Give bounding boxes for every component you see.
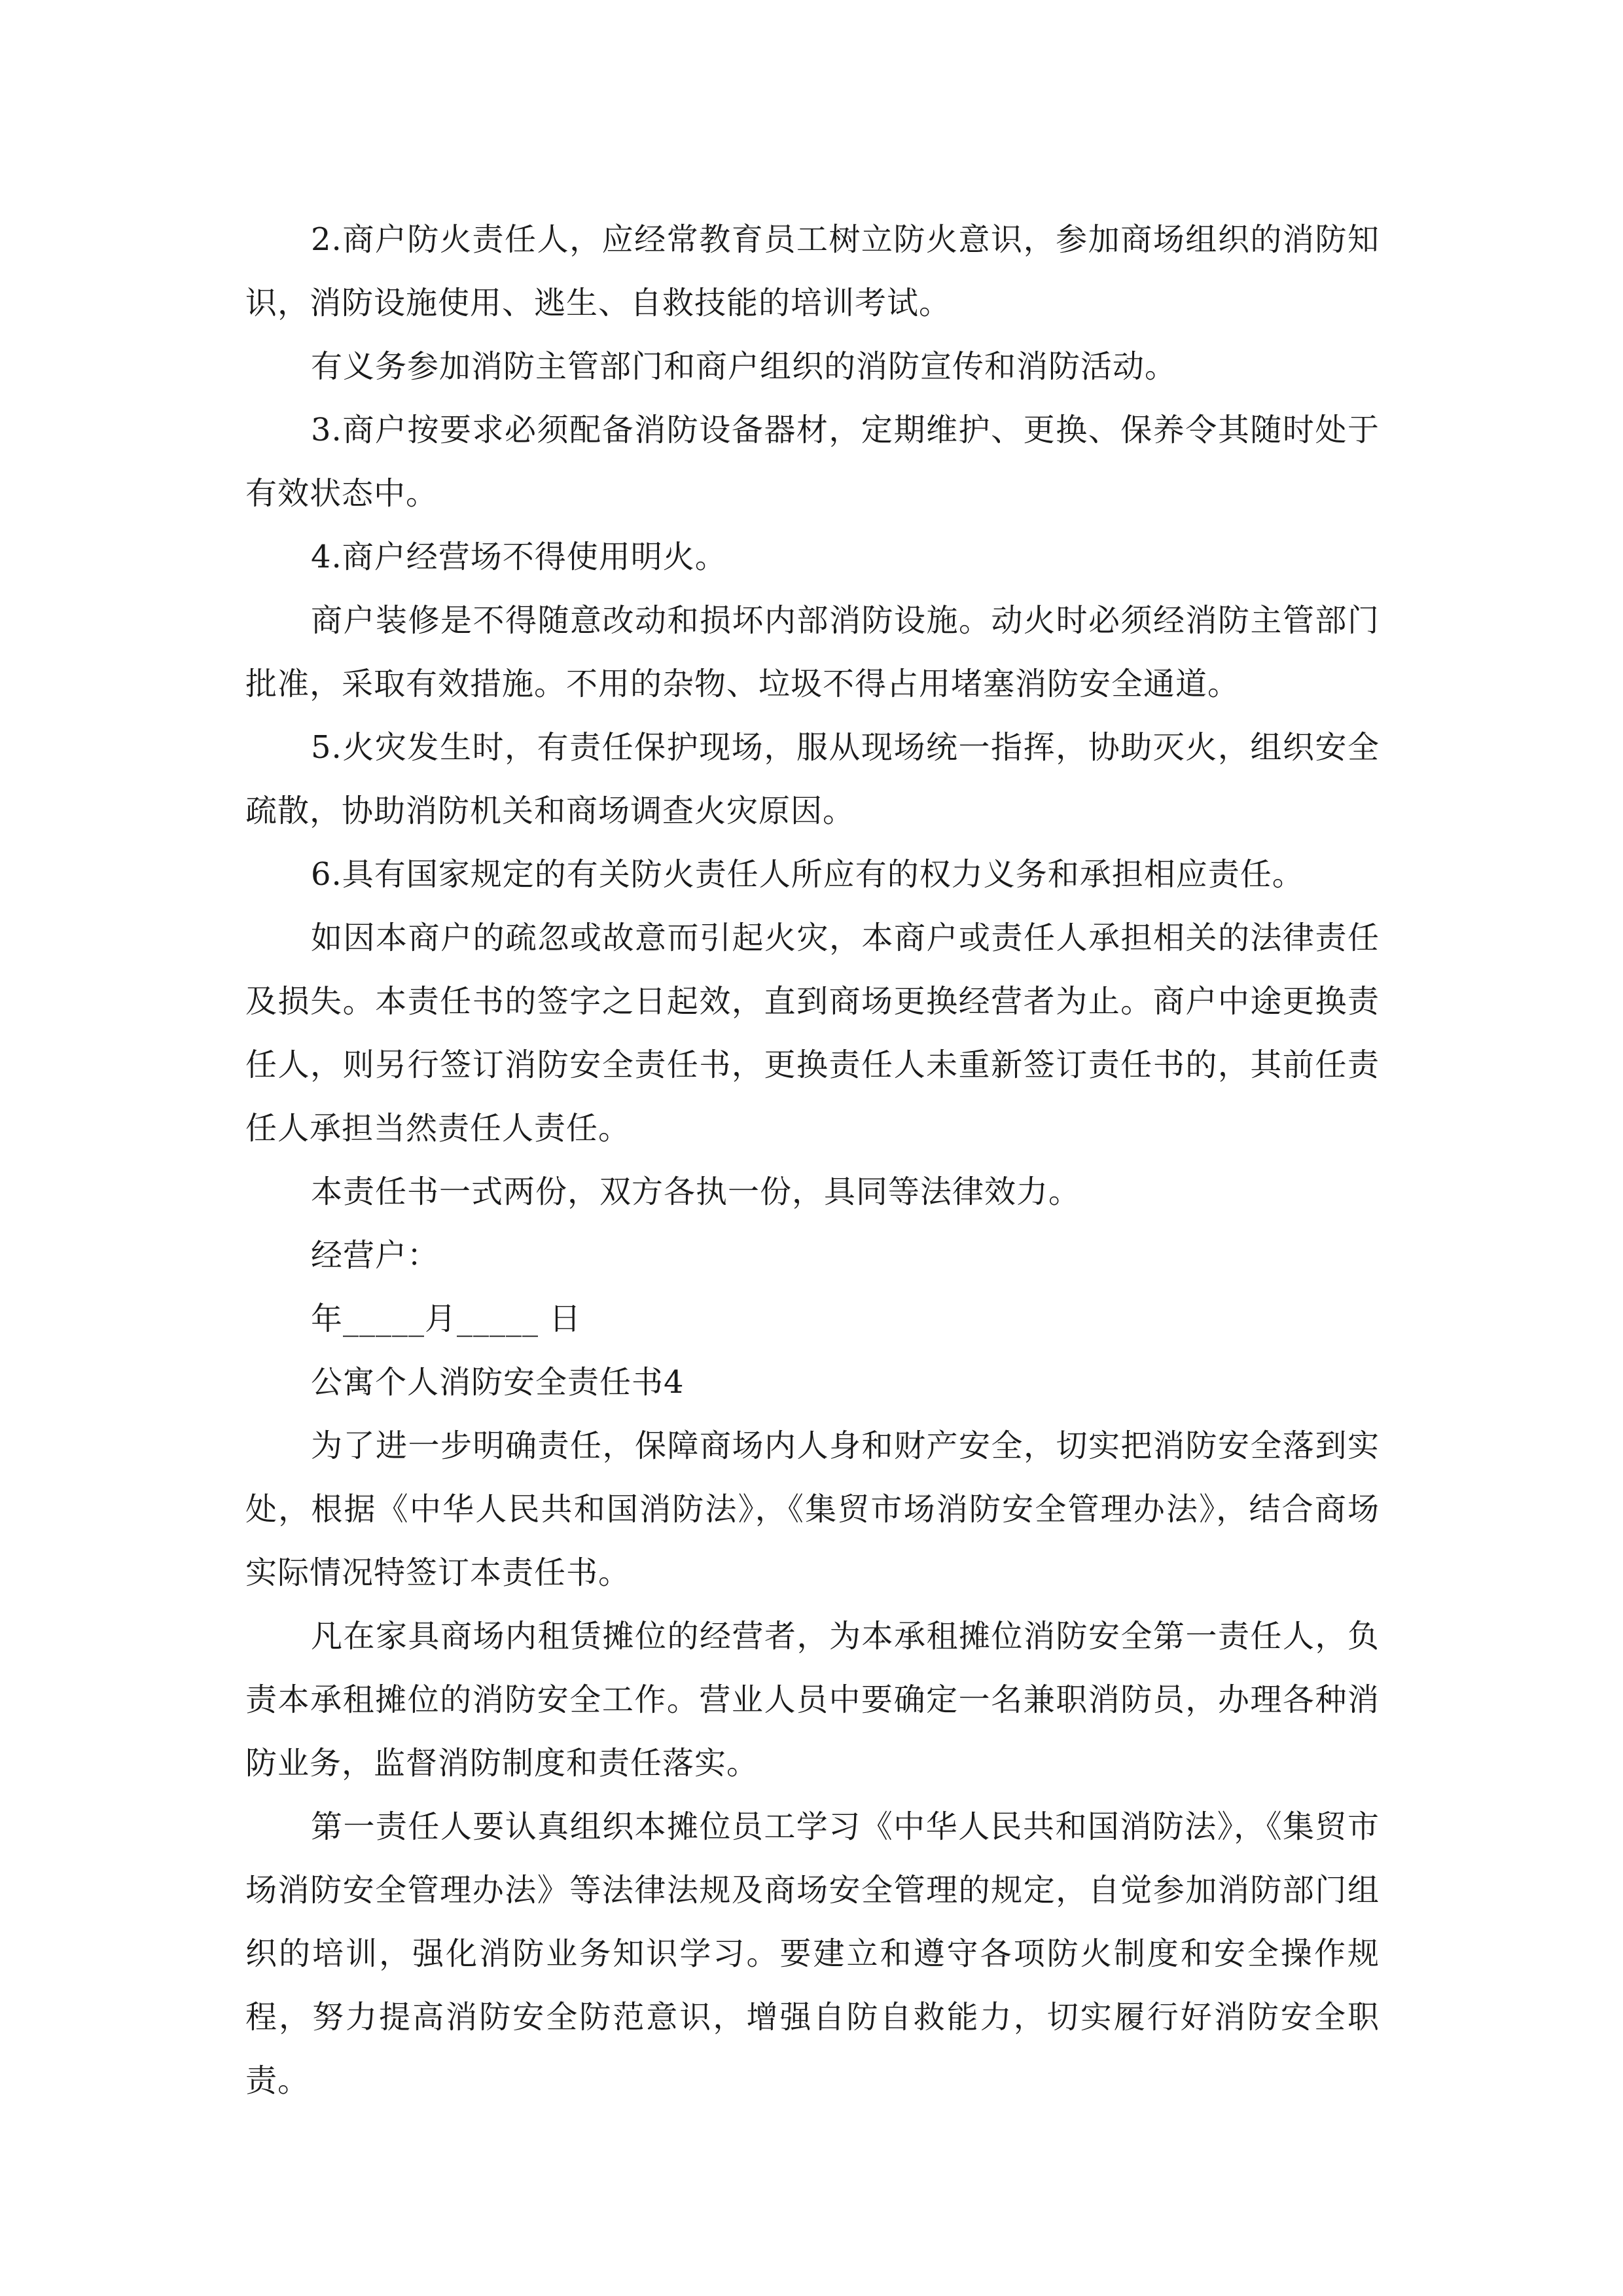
signature-merchant-label: 经营户： [311, 1237, 440, 1274]
document-body [245, 208, 1380, 2113]
signature-date-line: 年_____月_____ 日 [311, 1300, 582, 1337]
paragraph-renovation: 商户装修是不得随意改动和损坏内部消防设施。动火时必须经消防主管部门批准，采取有效措施。不用的杂物、垃圾不得占用堵塞消防安全通道。 [245, 602, 1380, 702]
section-title: 公寓个人消防安全责任书4 [311, 1364, 685, 1401]
paragraph-liability: 如因本商户的疏忽或故意而引起火灾，本商户或责任人承担相关的法律责任及损失。本责任书的签字之日起效，直到商场更换经营者为止。商户中途更换责任人，则另行签订消防安全责任书，更换责任人未重新签订责任书的，其前任责任人承担当然责任人责任。 [245, 920, 1380, 1147]
paragraph-item-4: 4.商户经营场不得使用明火。 [311, 539, 727, 575]
paragraph-first-responsible: 凡在家具商场内租赁摊位的经营者，为本承租摊位消防安全第一责任人，负责本承租摊位的消防安全工作。营业人员中要确定一名兼职消防员，办理各种消防业务，监督消防制度和责任落实。 [245, 1618, 1380, 1782]
paragraph-obligation: 有义务参加消防主管部门和商户组织的消防宣传和消防活动。 [311, 348, 1177, 385]
paragraph-item-3: 3.商户按要求必须配备消防设备器材，定期维护、更换、保养令其随时处于有效状态中。 [245, 412, 1380, 512]
paragraph-purpose: 为了进一步明确责任，保障商场内人身和财产安全，切实把消防安全落到实处，根据《中华人民共和国消防法》，《集贸市场消防安全管理办法》，结合商场实际情况特签订本责任书。 [245, 1427, 1380, 1591]
paragraph-training: 第一责任人要认真组织本摊位员工学习《中华人民共和国消防法》，《集贸市场消防安全管理办法》等法律法规及商场安全管理的规定，自觉参加消防部门组织的培训，强化消防业务知识学习。要建立和遵守各项防火制度和安全操作规程，努力提高消防安全防范意识，增强自防自救能力，切实履行好消防安全职责。 [245, 1808, 1380, 2099]
paragraph-copies: 本责任书一式两份，双方各执一份，具同等法律效力。 [311, 1174, 1081, 1210]
paragraph-item-5: 5.火灾发生时，有责任保护现场，服从现场统一指挥，协助灭火，组织安全疏散，协助消防机关和商场调查火灾原因。 [245, 729, 1380, 829]
paragraph-item-6: 6.具有国家规定的有关防火责任人所应有的权力义务和承担相应责任。 [311, 856, 1304, 893]
paragraph-item-2: 2.商户防火责任人，应经常教育员工树立防火意识，参加商场组织的消防知识，消防设施使用、逃生、自救技能的培训考试。 [245, 221, 1380, 321]
